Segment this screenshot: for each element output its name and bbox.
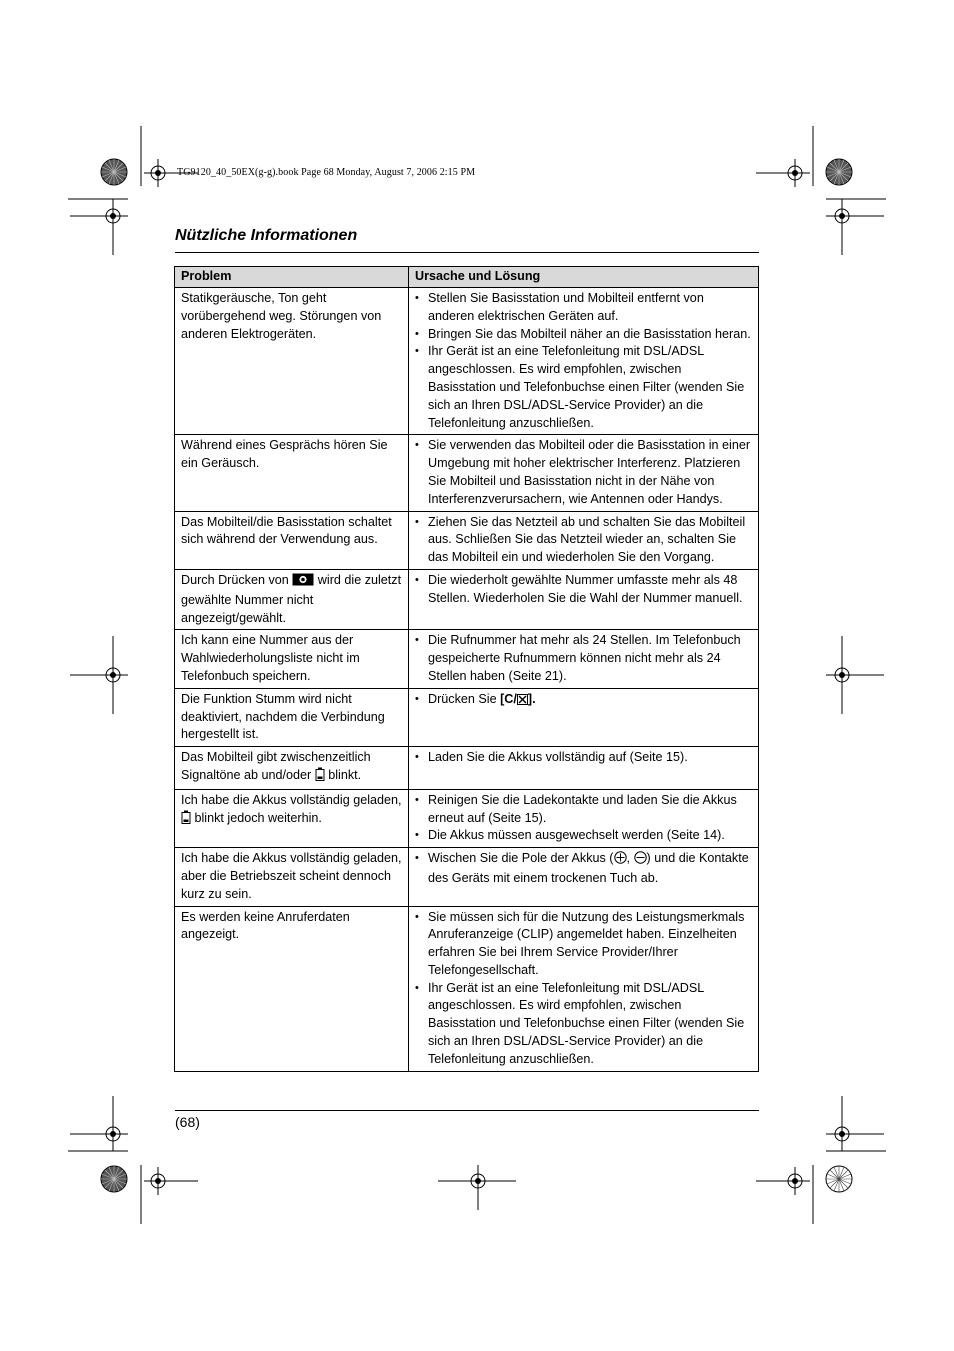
bullet-icon: • xyxy=(415,981,419,994)
solution-item: • Laden Sie die Akkus vollständig auf (Seite 15). xyxy=(415,749,752,767)
bullet-icon: • xyxy=(415,751,419,764)
bullet-icon: • xyxy=(415,439,419,452)
bullet-icon: • xyxy=(415,852,419,865)
solution-item: • Die wiederholt gewählte Nummer umfasste mehr als 48 Stellen. Wiederholen Sie die Wahl der Nummer manuell. xyxy=(415,572,752,608)
problem-cell: Es werden keine Anruferdaten angezeigt. xyxy=(175,906,409,1071)
bullet-icon: • xyxy=(415,829,419,842)
solution-cell xyxy=(409,906,759,1071)
table-row xyxy=(175,569,759,629)
problem-cell: Ich habe die Akkus vollständig geladen, aber die Betriebszeit scheint dennoch kurz zu sein. xyxy=(175,848,409,906)
solution-cell xyxy=(409,789,759,847)
solution-item: • Die Rufnummer hat mehr als 24 Stellen. Im Telefonbuch gespeicherte Rufnummern können nicht mehr als 24 Stellen haben (Seite 21). xyxy=(415,632,752,685)
solution-cell xyxy=(409,688,759,746)
solution-item: • Reinigen Sie die Ladekontakte und laden Sie die Akkus erneut auf (Seite 15). xyxy=(415,792,752,828)
battery-icon xyxy=(315,767,325,787)
problem-cell: Das Mobilteil/die Basisstation schaltet sich während der Verwendung aus. xyxy=(175,511,409,569)
problem-cell: Statikgeräusche, Ton geht vorübergehend weg. Störungen von anderen Elektrogeräten. xyxy=(175,288,409,435)
problem-cell: Ich kann eine Nummer aus der Wahlwiederholungsliste nicht im Telefonbuch speichern. xyxy=(175,630,409,688)
table-row xyxy=(175,747,759,790)
problem-cell: Während eines Gesprächs hören Sie ein Geräusch. xyxy=(175,435,409,511)
file-slug: TG9120_40_50EX(g-g).book Page 68 Monday, August 7, 2006 2:15 PM xyxy=(177,167,476,178)
table-row xyxy=(175,288,759,435)
bullet-icon: • xyxy=(415,345,419,358)
solution-cell xyxy=(409,848,759,906)
solution-item: • Wischen Sie die Pole der Akkus ( , ) und die Kontakte des Geräts mit einem trockenen Tuch ab. xyxy=(415,850,752,888)
bullet-icon: • xyxy=(415,573,419,586)
solution-item: • Ziehen Sie das Netzteil ab und schalten Sie das Mobilteil aus. Schließen Sie das Netzteil wieder an, schalten Sie das Mobilteil ein und wiederholen Sie den Vorgang. xyxy=(415,514,752,567)
table-row xyxy=(175,789,759,847)
solution-item: • Sie müssen sich für die Nutzung des Leistungsmerkmals Anruferanzeige (CLIP) angemeldet haben. Einzelheiten erfahren Sie bei Ihrem Service Provider/Ihrer Telefongesellschaft. xyxy=(415,909,752,980)
bullet-icon: • xyxy=(415,515,419,528)
table-header-row xyxy=(175,267,759,288)
solution-item: • Bringen Sie das Mobilteil näher an die Basisstation heran. xyxy=(415,326,752,344)
plus-circle-icon xyxy=(614,851,627,870)
footer-rule xyxy=(175,1110,759,1111)
troubleshooting-table xyxy=(174,266,759,1072)
table-row xyxy=(175,688,759,746)
problem-cell: Die Funktion Stumm wird nicht deaktiviert, nachdem die Verbindung hergestellt ist. xyxy=(175,688,409,746)
solution-item: • Die Akkus müssen ausgewechselt werden (Seite 14). xyxy=(415,827,752,845)
solution-cell xyxy=(409,747,759,790)
battery-icon xyxy=(181,810,191,830)
table-row xyxy=(175,435,759,511)
bullet-icon: • xyxy=(415,910,419,923)
table-row xyxy=(175,630,759,688)
solution-item: • Ihr Gerät ist an eine Telefonleitung mit DSL/ADSL angeschlossen. Es wird empfohlen, zwischen Basisstation und Telefonbuchse einen Filter (wenden Sie sich an Ihren DSL/ADSL-Service Provider) an die Telefonleitung anzuschließen. xyxy=(415,343,752,432)
solution-cell xyxy=(409,511,759,569)
table-row xyxy=(175,848,759,906)
column-header-solution: Ursache und Lösung xyxy=(409,267,759,288)
solution-item: • Drücken Sie [C/ ]. xyxy=(415,691,752,711)
problem-cell: Ich habe die Akkus vollständig geladen, blinkt jedoch weiterhin. xyxy=(175,789,409,847)
solution-cell xyxy=(409,435,759,511)
minus-circle-icon xyxy=(634,851,647,870)
page-number: (68) xyxy=(175,1114,200,1130)
header-rule xyxy=(175,252,759,253)
table-row xyxy=(175,511,759,569)
solution-item: • Ihr Gerät ist an eine Telefonleitung mit DSL/ADSL angeschlossen. Es wird empfohlen, zwischen Basisstation und Telefonbuchse einen Filter (wenden Sie sich an Ihren DSL/ADSL-Service Provider) an die Telefonleitung anzuschließen. xyxy=(415,980,752,1069)
solution-item: • Stellen Sie Basisstation und Mobilteil entfernt von anderen elektrischen Geräten auf. xyxy=(415,290,752,326)
bullet-icon: • xyxy=(415,327,419,340)
solution-cell xyxy=(409,630,759,688)
bullet-icon: • xyxy=(415,634,419,647)
bullet-icon: • xyxy=(415,793,419,806)
solution-cell xyxy=(409,569,759,629)
mute-key-icon xyxy=(517,693,528,711)
solution-cell xyxy=(409,288,759,435)
solution-item: • Sie verwenden das Mobilteil oder die Basisstation in einer Umgebung mit hoher elektrischer Interferenz. Platzieren Sie Mobilteil und Basisstation nicht in der Nähe von Interferenzverursachern, wie Antennen oder Handys. xyxy=(415,437,752,508)
section-title: Nützliche Informationen xyxy=(175,227,358,244)
redial-key-icon xyxy=(292,573,314,592)
table-row xyxy=(175,906,759,1071)
bullet-icon: • xyxy=(415,292,419,304)
problem-cell: Durch Drücken von wird die zuletzt gewählte Nummer nicht angezeigt/gewählt. xyxy=(175,569,409,629)
column-header-problem: Problem xyxy=(175,267,409,288)
bullet-icon: • xyxy=(415,692,419,705)
problem-cell: Das Mobilteil gibt zwischenzeitlich Signaltöne ab und/oder blinkt. xyxy=(175,747,409,790)
